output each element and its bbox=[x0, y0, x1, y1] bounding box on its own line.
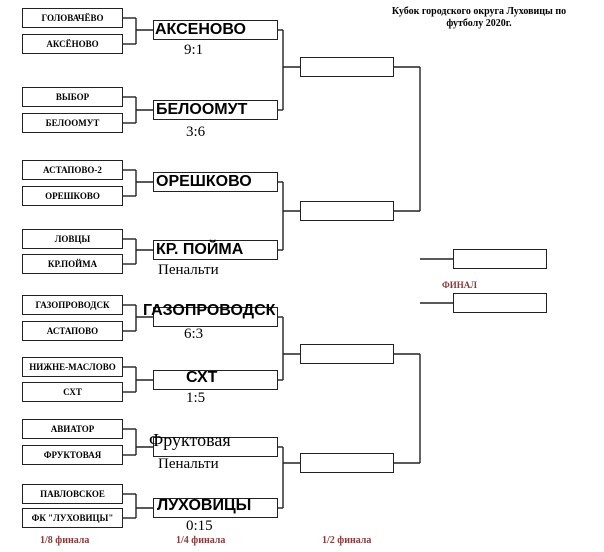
team-slot: БЕЛООМУТ bbox=[22, 113, 123, 133]
round-label-sf: 1/2 финала bbox=[322, 535, 372, 546]
round-label-r16: 1/8 финала bbox=[40, 535, 90, 546]
semi-final-slot-4 bbox=[300, 453, 394, 473]
final-slot-2 bbox=[453, 293, 547, 313]
team-slot: СХТ bbox=[22, 382, 123, 402]
quarter-final-winner: БЕЛООМУТ bbox=[156, 101, 248, 118]
quarter-final-winner: Фруктовая bbox=[149, 430, 231, 450]
team-slot: ОРЕШКОВО bbox=[22, 186, 123, 206]
round-label-qf: 1/4 финала bbox=[176, 535, 226, 546]
match-score: Пенальти bbox=[158, 262, 219, 278]
quarter-final-winner: СХТ bbox=[186, 369, 218, 386]
quarter-final-winner: ГАЗОПРОВОДСК bbox=[143, 302, 276, 319]
team-slot: АСТАПОВО bbox=[22, 321, 123, 341]
final-slot-1 bbox=[453, 249, 547, 269]
team-slot: ВЫБОР bbox=[22, 87, 123, 107]
team-slot: АВИАТОР bbox=[22, 419, 123, 439]
team-slot: ГОЛОВАЧЁВО bbox=[22, 8, 123, 28]
match-score: 0:15 bbox=[186, 518, 213, 534]
match-score: 9:1 bbox=[184, 42, 204, 58]
team-slot: ФРУКТОВАЯ bbox=[22, 445, 123, 465]
team-slot: ФК "ЛУХОВИЦЫ" bbox=[22, 508, 123, 528]
team-slot: ЛОВЦЫ bbox=[22, 229, 123, 249]
quarter-final-winner: ОРЕШКОВО bbox=[156, 173, 252, 190]
quarter-final-winner: ЛУХОВИЦЫ bbox=[157, 497, 252, 514]
team-slot: АКСЁНОВО bbox=[22, 34, 123, 54]
team-slot: ГАЗОПРОВОДСК bbox=[22, 295, 123, 315]
tournament-title: Кубок городского округа Луховицы по футболу 2020г. bbox=[391, 6, 567, 29]
quarter-final-winner: АКСЕНОВО bbox=[155, 21, 246, 38]
team-slot: НИЖНЕ-МАСЛОВО bbox=[22, 357, 123, 377]
quarter-final-winner: КР. ПОЙМА bbox=[156, 241, 244, 258]
team-slot: АСТАПОВО-2 bbox=[22, 160, 123, 180]
match-score: Пенальти bbox=[158, 456, 219, 472]
match-score: 6:3 bbox=[184, 326, 204, 342]
semi-final-slot-2 bbox=[300, 201, 394, 221]
match-score: 1:5 bbox=[186, 390, 206, 406]
final-label: ФИНАЛ bbox=[442, 280, 477, 290]
semi-final-slot-1 bbox=[300, 57, 394, 77]
semi-final-slot-3 bbox=[300, 344, 394, 364]
team-slot: КР.ПОЙМА bbox=[22, 254, 123, 274]
team-slot: ПАВЛОВСКОЕ bbox=[22, 484, 123, 504]
match-score: 3:6 bbox=[186, 124, 206, 140]
